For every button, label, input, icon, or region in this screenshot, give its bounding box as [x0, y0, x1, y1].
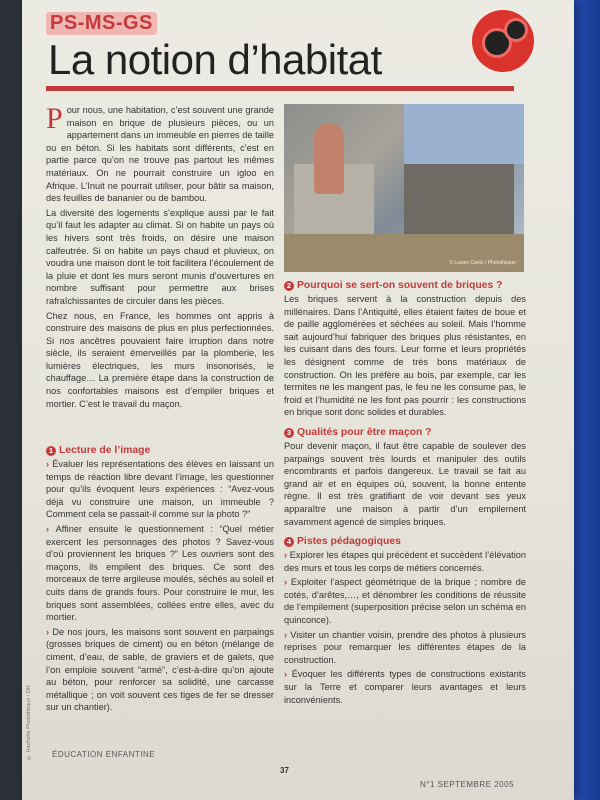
level-badge: PS-MS-GS	[46, 12, 157, 35]
intro-text	[46, 104, 274, 412]
section-text: Les briques servent à la construction depuis des millénaires. Dans l’Antiquité, elles étaient faites de boue et de paille agglomérées et séchées au soleil. Mais l’homme sait aujourd’hui fabriquer des briques plus résistantes, en les cuisant dans des fours. Leur forme et leurs propriétés les désignent comme de très bons matériaux de construction. On les préfère au bois, par exemple, car les termites ne les mangent pas, le feu ne les consume pas, le froid et l’humidité ne les font pas pourrir : les constructions en brique sont donc solides et durables.	[284, 294, 526, 418]
photo-credit: © Hachette Photothèque / DR	[26, 685, 32, 760]
section-heading-text: Pistes pédagogiques	[297, 536, 401, 548]
intro-paragraph: La diversité des logements s’explique aussi par le fait qu’il faut les adapter au climat. Si on habite un pays où les hivers sont très froids, on désire une maison calfeutrée. Si on habite un pays chaud et pluvieux, on voudra une maison dont le toit facilitera l’écoulement de la pluie et dont les murs seront munis d’ouvertures en nombre suffisant pour permettre aux brises rafraîchissantes de circuler dans les pièces.	[46, 207, 274, 306]
gears-logo-icon	[472, 10, 534, 72]
section-heading	[284, 280, 526, 291]
magazine-page	[22, 0, 574, 800]
lecture-item: › De nos jours, les maisons sont souvent en parpaings (grosses briques de ciment) ou en béton (mélange de ciment, d’eau, de sable, de graviers et de galets, que l’on emploie souvent “armé”, c’est-à-dire qu’on ajoute au béton, pour renforcer sa solidité, une carcasse métallique ; on voit souvent ces tiges de fer se dresser sur un chantier).	[46, 626, 274, 714]
section-heading-text: Lecture de l’image	[59, 445, 151, 456]
lecture-item: › Évaluer les représentations des élèves en laissant un temps de réaction libre devant l’image, les questionner pour qu’ils évoquent leurs expériences : “Avez-vous déjà vu construire une maison, un immeuble ? Comment cela se passait-il comme sur la photo ?”	[46, 458, 274, 521]
photo-caption: © Lucien Caroli / Photothèque	[449, 260, 516, 266]
intro-paragraph-1-text: our nous, une habitation, c’est souvent une grande maison en brique de plusieurs pièces, ou un appartement dans un immeuble en pierres de taille ou en béton. Si les habitats sont différents, c’est en partie parce qu’on ne trouve pas partout les mêmes matériaux. On ne pourrait construire un igloo en Afrique. L’Inuit ne pourrait utiliser, pour bâtir sa maison, des feuilles de bananier ou de bambou.	[46, 105, 274, 204]
intro-paragraph	[46, 104, 274, 205]
footer-publication: ÉDUCATION ENFANTINE	[52, 750, 156, 759]
right-column	[284, 280, 526, 708]
section-number: 3	[284, 428, 294, 438]
gear-icon	[504, 18, 528, 42]
pistes-list	[284, 549, 526, 706]
page-title: La notion d’habitat	[48, 36, 382, 83]
section-heading-text: Qualités pour être maçon ?	[297, 426, 432, 438]
section-number: 2	[284, 281, 294, 291]
section-number: 1	[46, 446, 56, 456]
intro-paragraph: Chez nous, en France, les hommes ont appris à construire des maisons de plus en plus perfectionnées. Si nos ancêtres pouvaient faire irruption dans notre siècle, ils seraient émerveillés par la plomberie, les lumières électriques, les murs insonorisés, le chauffage… La première étape dans la construction de nos confortables maisons est d’empiler briques et mortier. C’est le travail du maçon.	[46, 310, 274, 409]
lecture-item: › Affiner ensuite le questionnement : “Quel métier exercent les personnages des photos ? Savez-vous d’où proviennent les briques ?” Les ouvriers sont des maçons, ils empilent des briques. Ce sont des morceaux de terre argileuse moulés, séchés au soleil et cuits dans de grands fours. Pour construire le mur, les briques sont assemblées, collées entre elles, avec du mortier.	[46, 523, 274, 624]
list-item: › Visiter un chantier voisin, prendre des photos à plusieurs reprises pour remarquer les différentes étapes de la construction.	[284, 629, 526, 667]
section-heading	[46, 445, 274, 456]
section-heading	[284, 427, 526, 438]
section-lecture	[46, 445, 274, 716]
footer-issue: N°1 SEPTEMBRE 2005	[420, 780, 515, 789]
list-item: › Évoquer les différents types de constructions existants sur la Terre et comparer leurs avantages et leurs inconvénients.	[284, 668, 526, 706]
section-heading-text: Pourquoi se sert-on souvent de briques ?	[297, 280, 503, 291]
dropcap: P	[46, 102, 63, 135]
section-heading	[284, 536, 526, 547]
page-number: 37	[280, 766, 289, 775]
section-text: Pour devenir maçon, il faut être capable de soulever des parpaings souvent très lourds et manipuler des outils encombrants et parfois dangereux. Le travail se fait au grand air et en équipes où, souvent, la bonne entente règne. Il est très gratifiant de voir devant ses yeux apparaître une maison à partir d’un empilement savamment agencé de simples briques.	[284, 440, 526, 527]
construction-photo	[284, 104, 524, 272]
list-item: › Explorer les étapes qui précèdent et succèdent l’élévation des murs et tous les corps de métiers concernés.	[284, 549, 526, 574]
list-item: › Exploiter l’aspect géométrique de la brique ; nombre de cotés, d’arêtes,…, et dénombrer les conditions de réussite de l’empilement (superposition précise selon un schéma en quinconce).	[284, 576, 526, 626]
section-number: 4	[284, 537, 294, 547]
title-divider	[46, 86, 514, 91]
mason-figure	[314, 124, 344, 194]
